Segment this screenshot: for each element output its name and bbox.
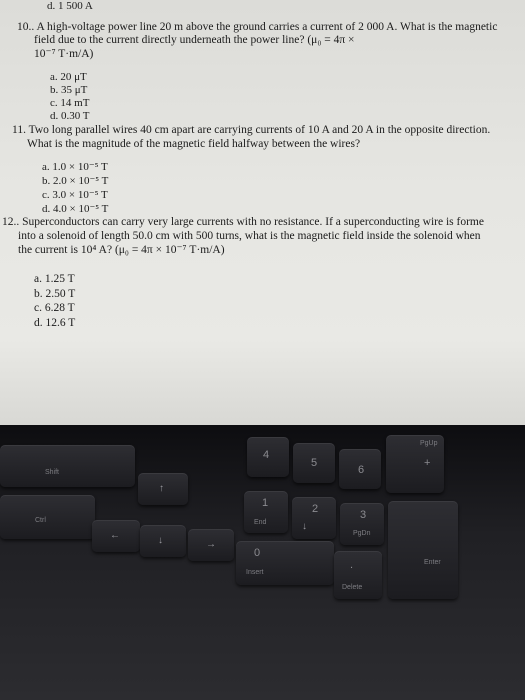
q10-option-a: a. 20 μT [50, 71, 87, 83]
numpad-plus-key[interactable] [386, 435, 444, 493]
q11-option-a: a. 1.0 × 10⁻⁵ T [42, 161, 108, 173]
numpad-6-label: 6 [358, 464, 365, 476]
q11-option-c: c. 3.0 × 10⁻⁵ T [42, 189, 108, 201]
ctrl-key-label: Ctrl [35, 517, 46, 524]
q10-option-b: b. 35 μT [50, 84, 88, 96]
arrow-down-key[interactable] [140, 525, 186, 557]
arrow-down-icon: ↓ [158, 535, 163, 546]
arrow-right-key[interactable] [188, 529, 234, 561]
numpad-2-label: 2 [312, 503, 319, 515]
numpad-1-label: 1 [262, 497, 269, 509]
plus-label: + [424, 457, 431, 469]
dot-label: . [350, 559, 354, 571]
q12-text-line1: 12.. Superconductors can carry very large currents with no resistance. If a superconducting wire is forme [2, 216, 484, 228]
shift-key[interactable] [0, 445, 135, 487]
numpad-down-arrow-icon: ↓ [302, 521, 307, 532]
numpad-0-key[interactable] [236, 541, 334, 585]
end-label: End [254, 519, 267, 526]
q10-option-c: c. 14 mT [50, 97, 90, 109]
q11-text-line1: 11. Two long parallel wires 40 cm apart are carrying currents of 10 A and 20 A in the opposite direction. [12, 124, 491, 136]
pgdn-label: PgDn [353, 530, 371, 537]
numpad-6-key[interactable] [339, 449, 381, 489]
numpad-3-label: 3 [360, 509, 367, 521]
arrow-up-icon: ↑ [159, 483, 164, 494]
arrow-up-key[interactable] [138, 473, 188, 505]
q9-option-d: d. 1 500 A [47, 0, 93, 12]
enter-label: Enter [424, 559, 441, 566]
ctrl-key[interactable] [0, 495, 95, 539]
q12-text-line2: into a solenoid of length 50.0 cm with 500 turns, what is the magnetic field inside the solenoid when [18, 230, 481, 242]
q10-text-line3: 10⁻⁷ T·m/A) [34, 48, 94, 60]
q10-text-line1: 10.. A high-voltage power line 20 m above the ground carries a current of 2 000 A. What is the magnetic [17, 21, 498, 33]
keyboard-photo [0, 425, 525, 700]
q10-option-d: d. 0.30 T [50, 110, 90, 122]
numpad-0-label: 0 [254, 547, 261, 559]
numpad-dot-key[interactable] [334, 551, 382, 599]
q11-option-b: b. 2.0 × 10⁻⁵ T [42, 175, 109, 187]
numpad-enter-key[interactable] [388, 501, 458, 599]
arrow-left-key[interactable] [92, 520, 140, 552]
shift-key-label: Shift [45, 469, 60, 476]
q12-option-b: b. 2.50 T [34, 288, 76, 300]
q11-text-line2: What is the magnitude of the magnetic field halfway between the wires? [27, 138, 361, 150]
arrow-left-icon: ← [110, 530, 120, 541]
numpad-4-label: 4 [263, 449, 270, 461]
numpad-5-label: 5 [311, 457, 318, 469]
pgup-label: PgUp [420, 440, 438, 447]
q12-text-line3: the current is 10⁴ A? (μ₀ = 4π × 10⁻⁷ T·m/A) [18, 244, 225, 256]
numpad-1-key[interactable] [244, 491, 288, 533]
delete-label: Delete [342, 584, 363, 591]
q10-text-line2: field due to the current directly underneath the power line? (μ₀ = 4π × [34, 34, 355, 46]
numpad-4-key[interactable] [247, 437, 289, 477]
q12-option-d: d. 12.6 T [34, 317, 76, 329]
insert-label: Insert [246, 569, 264, 576]
q12-option-c: c. 6.28 T [34, 302, 75, 314]
numpad-2-key[interactable] [292, 497, 336, 539]
q12-option-a: a. 1.25 T [34, 273, 75, 285]
numpad-3-key[interactable] [340, 503, 384, 545]
q11-option-d: d. 4.0 × 10⁻⁵ T [42, 203, 109, 215]
numpad-5-key[interactable] [293, 443, 335, 483]
arrow-right-icon: → [206, 539, 216, 550]
